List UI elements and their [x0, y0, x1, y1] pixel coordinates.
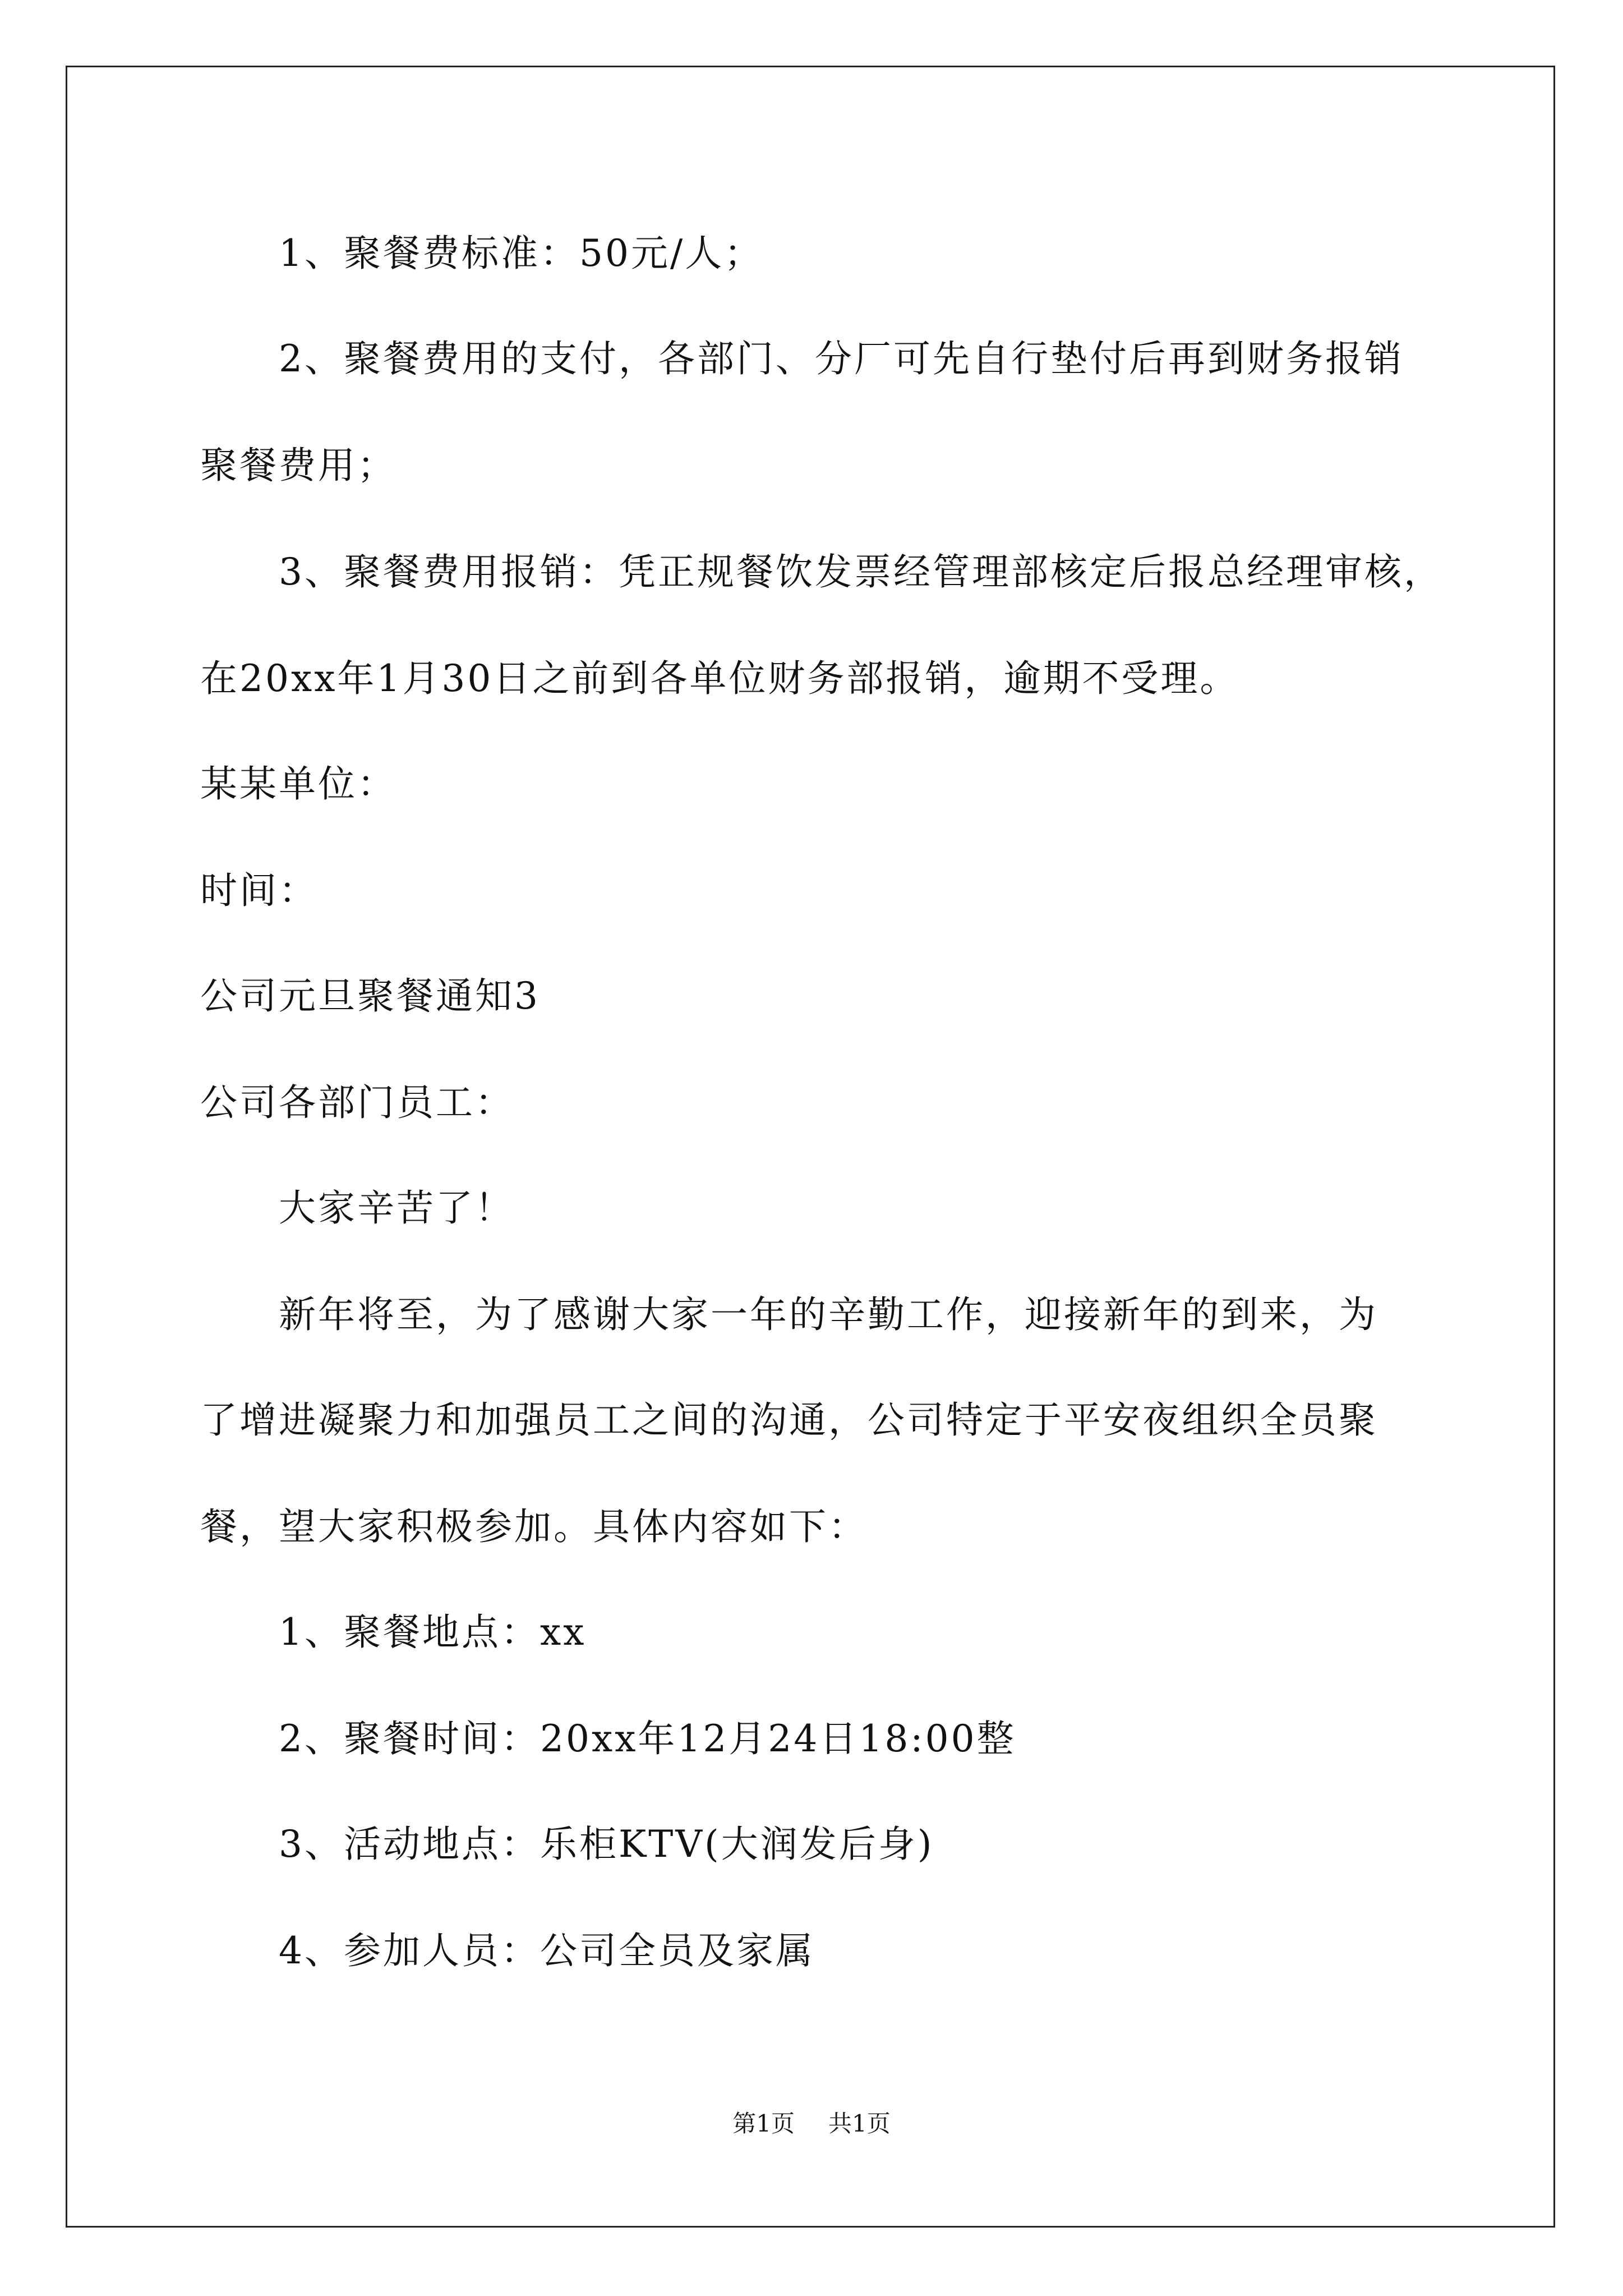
- text-line: 新年将至，为了感谢大家一年的辛勤工作，迎接新年的到来，为: [279, 1293, 1378, 1336]
- text-line: 在20xx年1月30日之前到各单位财务部报销，逾期不受理。: [200, 657, 1239, 700]
- text-line: 时间：: [200, 869, 318, 912]
- page-border: [66, 66, 1555, 2228]
- text-line: 1、聚餐地点：xx: [279, 1611, 587, 1654]
- text-line: 聚餐费用；: [200, 444, 396, 487]
- page-number: 第1页: [732, 2110, 795, 2137]
- text-line: 2、聚餐费用的支付，各部门、分厂可先自行垫付后再到财务报销: [279, 337, 1404, 380]
- page-footer: [0, 2108, 1623, 2139]
- text-line: 1、聚餐费标准：50元/人；: [279, 232, 764, 275]
- text-line: 了增进凝聚力和加强员工之间的沟通，公司特定于平安夜组织全员聚: [200, 1398, 1378, 1442]
- text-line: 公司各部门员工：: [200, 1081, 514, 1124]
- page-total: 共1页: [828, 2110, 891, 2137]
- text-line: 餐，望大家积极参加。具体内容如下：: [200, 1505, 868, 1548]
- text-line: 4、参加人员：公司全员及家属: [279, 1929, 815, 1972]
- text-line: 2、聚餐时间：20xx年12月24日18:00整: [279, 1717, 1016, 1760]
- text-line: 某某单位：: [200, 762, 396, 806]
- text-line: 3、聚餐费用报销：凭正规餐饮发票经管理部核定后报总经理审核，: [279, 550, 1443, 593]
- text-line: 3、活动地点：乐柜KTV(大润发后身): [279, 1823, 934, 1866]
- text-line: 公司元旦聚餐通知3: [200, 974, 540, 1018]
- text-line: 大家辛苦了！: [279, 1186, 514, 1230]
